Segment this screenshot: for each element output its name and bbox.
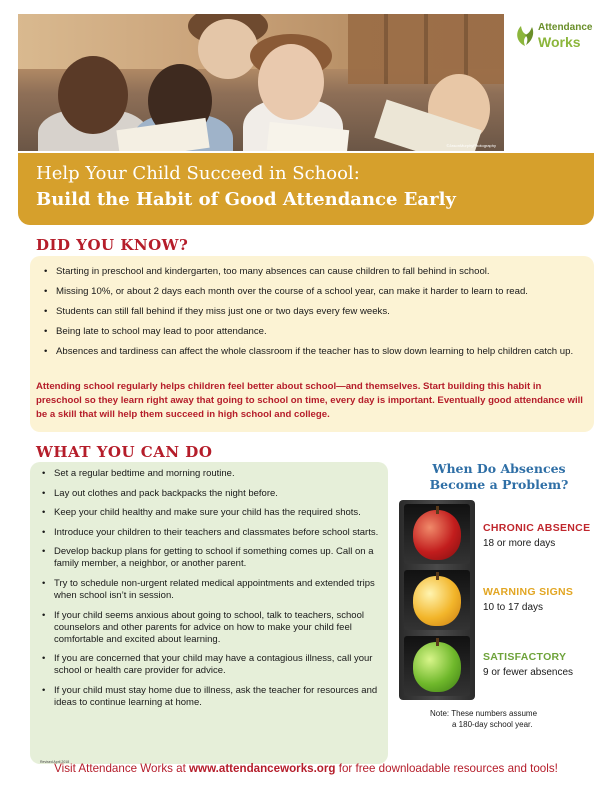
did-you-know-heading: DID YOU KNOW?	[36, 236, 189, 254]
level-detail: 10 to 17 days	[483, 602, 544, 613]
traffic-slot-red	[404, 504, 470, 564]
green-apple-icon	[413, 642, 461, 692]
list-item: • Being late to school may lead to poor attendance.	[42, 322, 582, 342]
did-you-know-box	[30, 256, 594, 432]
apple-traffic-light	[399, 500, 475, 700]
list-item: • Absences and tardiness can affect the whole classroom if the teacher has to slow down learning to help children catch up.	[42, 342, 582, 362]
list-item: • Try to schedule non-urgent related medical appointments and extended trips when school isn’t in session.	[40, 578, 382, 602]
level-label: CHRONIC ABSENCE	[483, 522, 591, 534]
footer-callout	[0, 762, 612, 775]
photo-credit: ©JasonMurphyPhotography	[446, 143, 496, 148]
list-item: • Starting in preschool and kindergarten, too many absences can cause children to fall behind in school.	[42, 262, 582, 282]
absences-title-line-2: Become a Problem?	[429, 477, 569, 492]
what-you-can-do-heading: WHAT YOU CAN DO	[36, 443, 213, 461]
note-line-1: Note: These numbers assume	[430, 709, 538, 718]
list-item: • Lay out clothes and pack backpacks the night before.	[40, 488, 382, 500]
logo-line-1: Attendance	[538, 22, 593, 33]
footer-prefix: Visit Attendance Works at	[54, 762, 190, 775]
website-link[interactable]: www.attendanceworks.org	[189, 762, 336, 775]
list-item: • Introduce your children to their teachers and classmates before school starts.	[40, 527, 382, 539]
level-label: SATISFACTORY	[483, 651, 567, 663]
hero-photo	[18, 14, 504, 151]
footer-suffix: for free downloadable resources and tools!	[335, 762, 558, 775]
level-label: WARNING SIGNS	[483, 586, 574, 598]
list-item: • Students can still fall behind if they miss just one or two days every few weeks.	[42, 302, 582, 322]
list-item: • If you are concerned that your child may have a contagious illness, call your school or health care provider for advice.	[40, 653, 382, 677]
photo-child-1-head	[58, 56, 128, 134]
level-chronic-absence	[483, 522, 590, 549]
absences-title-line-1: When Do Absences	[432, 461, 566, 476]
list-item: • Keep your child healthy and make sure your child has the required shots.	[40, 507, 382, 519]
what-you-can-do-list	[40, 468, 382, 716]
page-title-line-2: Build the Habit of Good Attendance Early	[36, 189, 456, 210]
yellow-apple-icon	[413, 576, 461, 626]
attendance-emphasis-text: Attending school regularly helps children feel better about school—and themselves. Start building this habit in preschool so they learn right away that going to school on time, every day is important. Eventually good attendance will be a skill that will help them succeed in high school and college.	[36, 381, 583, 420]
what-you-can-do-box	[30, 462, 388, 764]
apple-stem	[436, 638, 439, 646]
note-line-2: a 180-day school year.	[452, 720, 533, 729]
list-item: • If your child must stay home due to illness, ask the teacher for resources and ideas to continue learning at home.	[40, 685, 382, 709]
logo-line-2: Works	[538, 34, 581, 50]
revised-date: Revised April 2018	[40, 760, 70, 764]
leaf-logo-icon	[512, 22, 538, 48]
list-item: • Set a regular bedtime and morning routine.	[40, 468, 382, 480]
photo-teacher-head	[198, 19, 258, 79]
photo-shelf	[348, 14, 504, 84]
level-detail: 9 or fewer absences	[483, 667, 574, 678]
title-banner	[18, 153, 594, 225]
photo-child-3-head	[258, 44, 324, 120]
traffic-slot-green	[404, 636, 470, 696]
page-title-line-1: Help Your Child Succeed in School:	[36, 163, 360, 184]
list-item: • If your child seems anxious about going to school, talk to teachers, school counselors and other parents for advice on how to make your child feel comfortable and excited about learning.	[40, 610, 382, 646]
did-you-know-list	[42, 262, 582, 362]
level-warning-signs	[483, 586, 573, 613]
attendance-works-logo	[512, 18, 598, 52]
list-item: • Develop backup plans for getting to school if something comes up. Call on a family member, a neighbor, or another parent.	[40, 546, 382, 570]
absences-panel-title	[404, 461, 594, 493]
red-apple-icon	[413, 510, 461, 560]
list-item: • Missing 10%, or about 2 days each month over the course of a school year, can make it harder to learn to read.	[42, 282, 582, 302]
level-detail: 18 or more days	[483, 538, 556, 549]
traffic-slot-yellow	[404, 570, 470, 630]
school-year-note	[430, 708, 537, 730]
apple-stem	[436, 506, 439, 514]
apple-stem	[436, 572, 439, 580]
level-satisfactory	[483, 651, 573, 678]
